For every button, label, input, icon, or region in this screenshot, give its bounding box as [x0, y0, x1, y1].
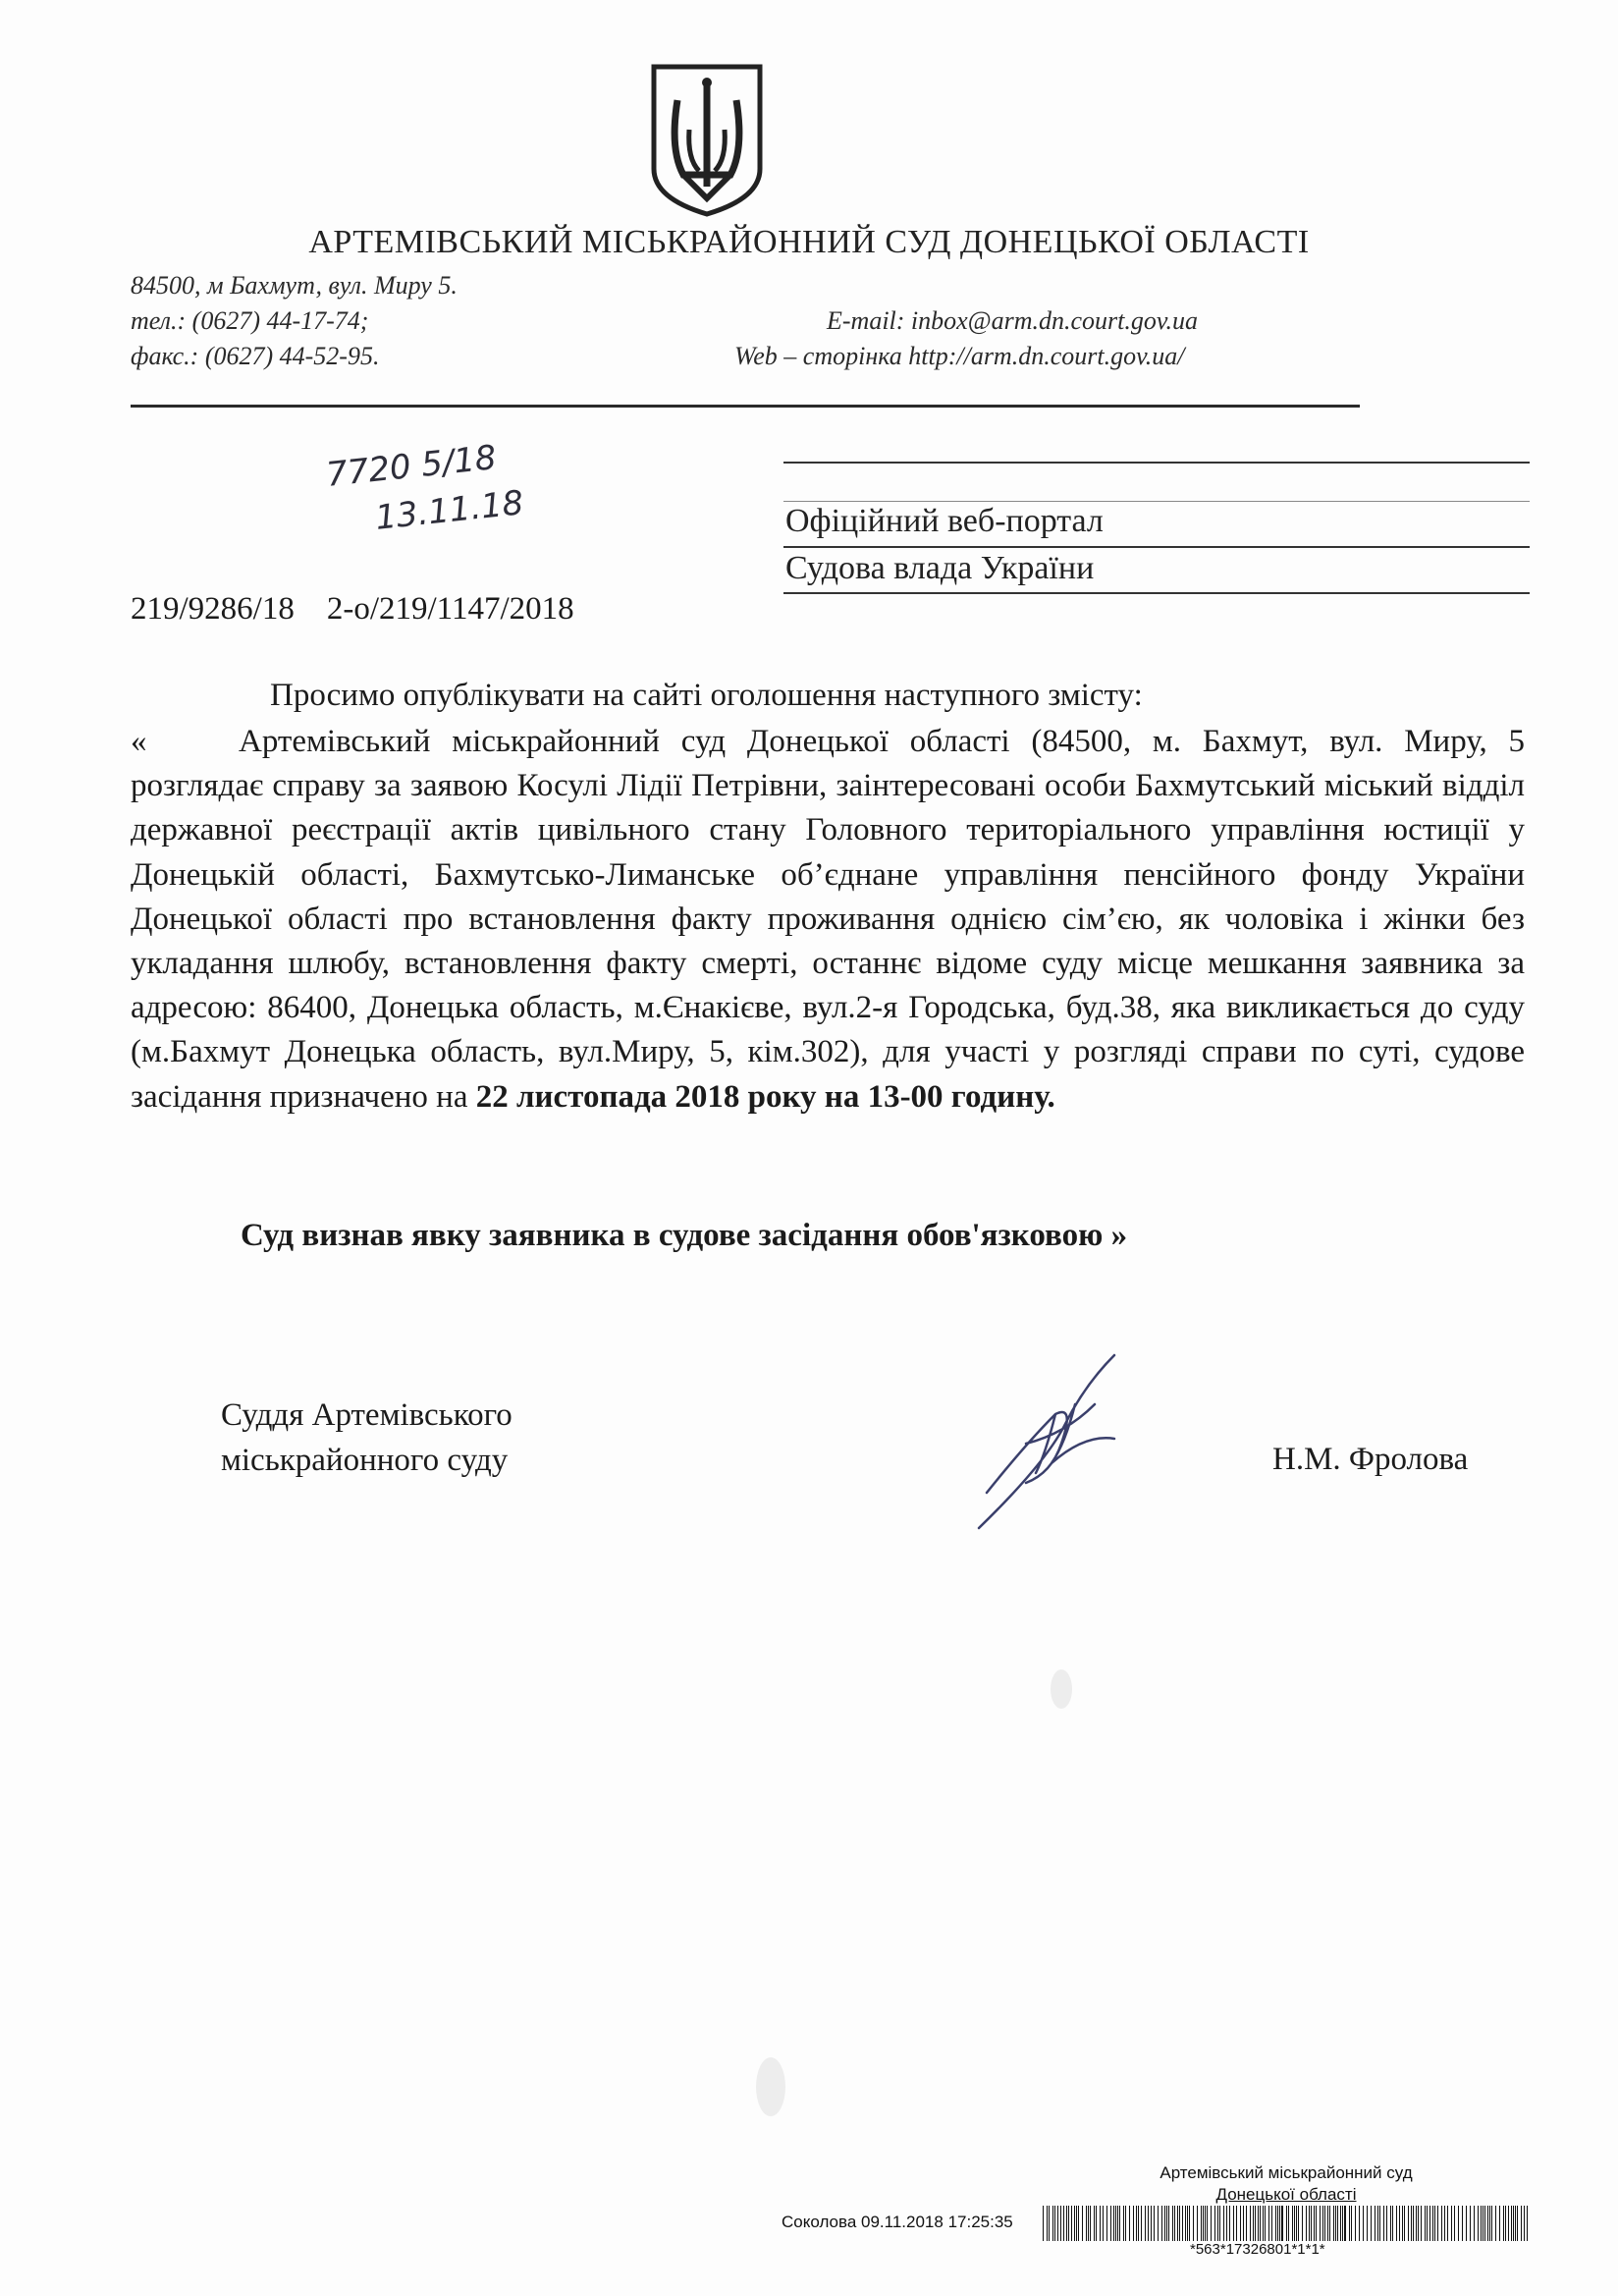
addressee-line — [783, 462, 1530, 464]
addressee-line — [783, 546, 1530, 548]
publication-request: Просимо опублікувати на сайті оголошення наступного змісту: — [270, 678, 1143, 713]
judge-signature — [967, 1345, 1144, 1542]
barcode-icon — [1043, 2206, 1529, 2241]
quote-open: « — [131, 724, 147, 759]
stamp-court-line2: Донецької області — [1215, 2185, 1357, 2204]
court-fax: факс.: (0627) 44-52-95. — [131, 342, 380, 370]
court-name-heading: АРТЕМІВСЬКИЙ МІСЬКРАЙОННИЙ СУД ДОНЕЦЬКОЇ ОБЛАСТІ — [308, 224, 1310, 260]
judge-name: Н.М. Фролова — [1272, 1442, 1469, 1477]
handwritten-registration-date: 13.11.18 — [373, 483, 526, 538]
judge-title-line2: міськрайонного суду — [221, 1443, 509, 1478]
paper-smudge — [1051, 1669, 1072, 1709]
barcode-number: *563*17326801*1*1* — [1190, 2241, 1325, 2258]
addressee-line — [783, 592, 1530, 594]
header-divider — [131, 405, 1360, 408]
judge-title-line1: Суддя Артемівського — [221, 1397, 512, 1433]
announcement-text — [131, 720, 1525, 1120]
addressee-line1: Офіційний веб-портал — [785, 503, 1104, 539]
paper-smudge — [756, 2057, 785, 2116]
addressee-line2: Судова влада України — [785, 550, 1095, 586]
stamp-court-line1: Артемівський міськрайонний суд — [1160, 2163, 1413, 2182]
addressee-line — [783, 501, 1530, 502]
judge-title — [221, 1393, 512, 1483]
case-numbers: 219/9286/18 2-о/219/1147/2018 — [131, 591, 574, 627]
handwritten-registration-number: 7720 5/18 — [324, 438, 499, 495]
registration-clerk-timestamp: Соколова 09.11.2018 17:25:35 — [782, 2213, 1013, 2231]
hearing-date: 22 листопада 2018 року на 13-00 годину. — [475, 1078, 1055, 1115]
court-website: Web – сторінка http://arm.dn.court.gov.ua/ — [734, 342, 1185, 370]
court-email: E-mail: inbox@arm.dn.court.gov.ua — [827, 306, 1198, 335]
court-phone: тел.: (0627) 44-17-74; — [131, 306, 369, 335]
mandatory-appearance-notice: Суд визнав явку заявника в судове засідання обов'язковою » — [241, 1218, 1128, 1253]
court-address: 84500, м Бахмут, вул. Миру 5. — [131, 271, 458, 300]
coat-of-arms-icon — [648, 61, 766, 218]
registration-stamp-court — [1139, 2162, 1433, 2206]
announcement-paragraph: Артемівський міськрайонний суд Донецької області (84500, м. Бахмут, вул. Миру, 5 розглядає справу за заявою Косулі Лідії Петрівни, заінтересовані особи Бахмутський міський відділ державної реєстрації актів цивільного стану Головного територіального управління юстиції у Донецькій області, Бахмутсько-Лиманське об’єднане управління пенсійного фонду України Донецької області про встановлення факту проживання однією сім’єю, як чоловіка і жінки без укладання шлюбу, встановлення факту смерті, останнє відоме суду місце мешкання заявника за адресою: 86400, Донецька область, м.Єнакієве, вул.2-я Городська, буд.38, яка викликається до суду (м.Бахмут Донецька область, вул.Миру, 5, кім.302), для участі у розгляді справи по суті, судове засідання призначено на — [131, 724, 1525, 1115]
